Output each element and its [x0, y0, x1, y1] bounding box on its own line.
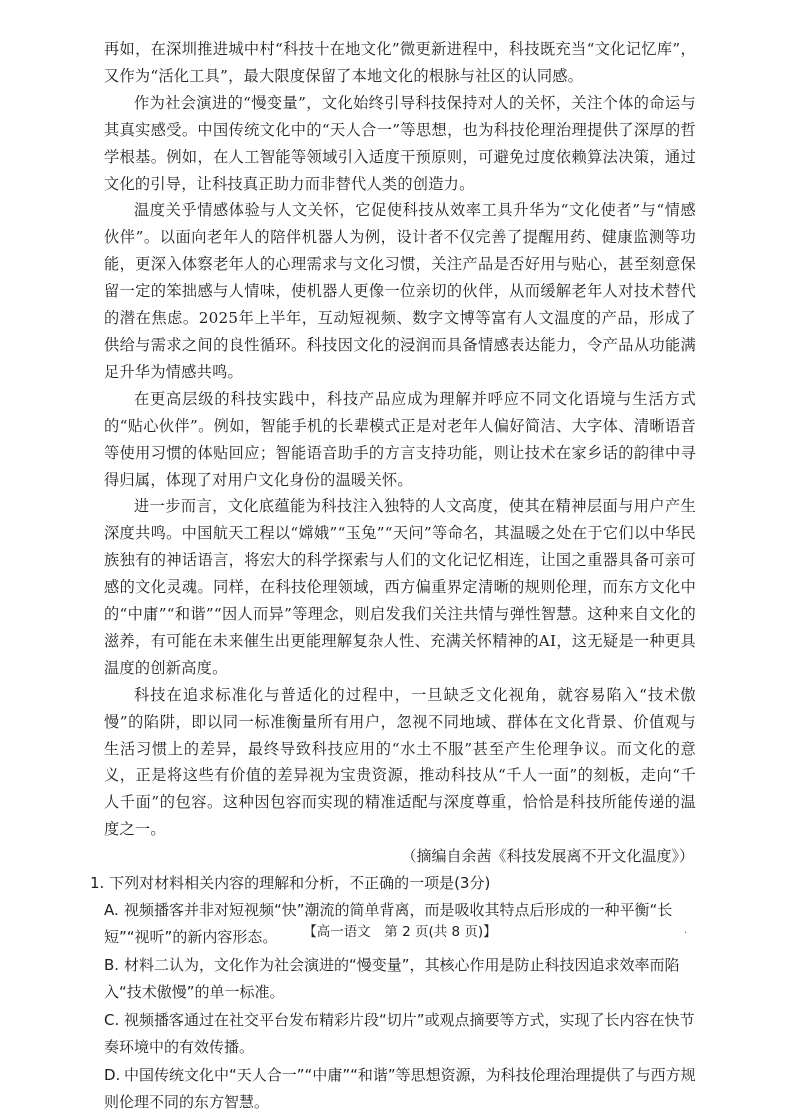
option-label: B. — [104, 956, 120, 975]
question-stem: 1. 下列对材料相关内容的理解和分析，不正确的一项是(3分) — [90, 874, 491, 893]
paragraph-5: 进一步而言，文化底蕴能为科技注入独特的人文高度，使其在精神层面与用户产生深度共鸣。中国航天工程以“嫦娥”“玉兔”“天问”等命名，其温暖之处在于它们以中华民族独有的神话语言，将宏大的科学探索与人们的文化记忆相连，让国之重器具备可亲可感的文化灵魂。同样，在科技伦理领域，西方偏重界定清晰的规则伦理，而东方文化中的“中庸”“和谐”“因人而异”等理念，则启发我们关注共情与弹性智慧。这种来自文化的滋养，有可能在未来催生出更能理解复杂人性、充满关怀精神的AI，这无疑是一种更具温度的创新高度。 — [104, 497, 696, 677]
paragraph-3: 温度关乎情感体验与人文关怀，它促使科技从效率工具升华为“文化使者”与“情感伙伴”。以面向老年人的陪伴机器人为例，设计者不仅完善了提醒用药、健康监测等功能，更深入体察老年人的心理需求与文化习惯，关注产品是否好用与贴心，甚至刻意保留一定的笨拙感与人情味，使机器人更像一位亲切的伙伴，从而缓解老年人对技术替代的潜在焦虑。2025年上半年，互动短视频、数字文博等富有人文温度的产品，形成了供给与需求之间的良性循环。科技因文化的浸润而具备情感表达能力，令产品从功能满足升华为情感共鸣。 — [104, 201, 696, 381]
source-citation: （摘编自余茜《科技发展离不开文化温度》） — [401, 847, 694, 866]
option-label: D. — [104, 1066, 121, 1085]
paragraph-1: 再如，在深圳推进城中村“科技十在地文化”微更新进程中，科技既充当“文化记忆库”，又作为“活化工具”，最大限度保留了本地文化的根脉与社区的认同感。 — [104, 40, 696, 85]
option-c — [104, 1007, 696, 1060]
paragraph-2: 作为社会演进的“慢变量”，文化始终引导科技保持对人的关怀，关注个体的命运与其真实感受。中国传统文化中的“天人合一”等思想，也为科技伦理治理提供了深厚的哲学根基。例如，在人工智能等领域引入适度干预原则，可避免过度依赖算法决策，通过文化的引导，让科技真正助力而非替代人类的创造力。 — [104, 93, 696, 193]
option-label: A. — [104, 901, 119, 920]
option-text: 视频播客通过在社交平台发布精彩片段“切片”或观点摘要等方式，实现了长内容在快节奏环境中的有效传播。 — [104, 1011, 695, 1056]
option-text: 材料二认为，文化作为社会演进的“慢变量”，其核心作用是防止科技因追求效率而陷入“技术傲慢”的单一标准。 — [104, 956, 680, 1001]
option-d — [104, 1062, 696, 1115]
option-text: 视频播客并非对短视频“快”潮流的简单背离，而是吸收其特点后形成的一种平衡“长短”“视听”的新内容形态。 — [104, 901, 673, 946]
corner-mark: . — [684, 925, 688, 936]
paragraph-4: 在更高层级的科技实践中，科技产品应成为理解并呼应不同文化语境与生活方式的“贴心伙伴”。例如，智能手机的长辈模式正是对老年人偏好简洁、大字体、清晰语音等使用习惯的体贴回应；智能语音助手的方言支持功能，则让技术在家乡话的韵律中寻得归属，体现了对用户文化身份的温暖关怀。 — [104, 389, 696, 489]
page-footer: 【高一语文 第 2 页(共 8 页)】 — [303, 924, 497, 940]
option-b — [104, 952, 696, 1005]
paragraph-6: 科技在追求标准化与普适化的过程中，一旦缺乏文化视角，就容易陷入“技术傲慢”的陷阱，即以同一标准衡量所有用户，忽视不同地域、群体在文化背景、价值观与生活习惯上的差异，最终导致科技应用的“水土不服”甚至产生伦理争议。而文化的意义，正是将这些有价值的差异视为宝贵资源，推动科技从“千人一面”的刻板，走向“千人千面”的包容。这种因包容而实现的精准适配与深度尊重，恰恰是科技所能传递的温度之一。 — [104, 685, 696, 839]
option-label: C. — [104, 1011, 120, 1030]
option-text: 中国传统文化中“天人合一”“中庸”“和谐”等思想资源，为科技伦理治理提供了与西方规则伦理不同的东方智慧。 — [104, 1066, 696, 1111]
